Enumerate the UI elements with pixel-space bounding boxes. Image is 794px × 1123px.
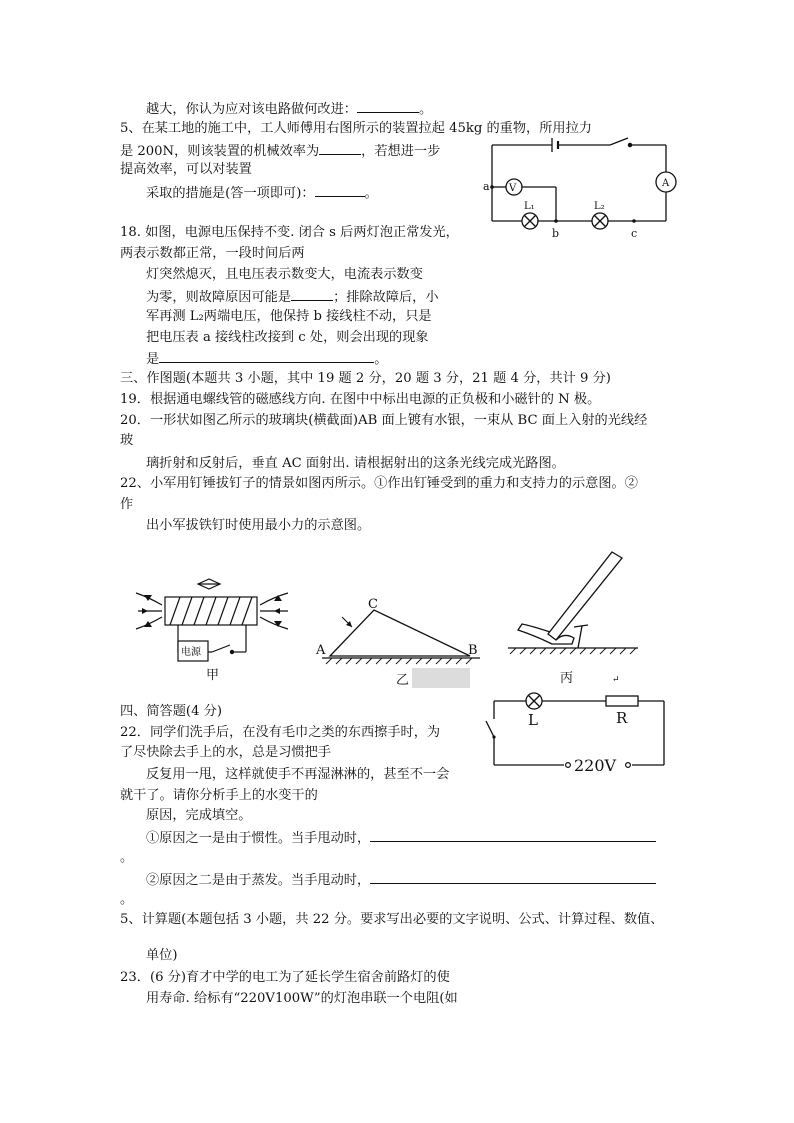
text-line: 反复用一甩，这样就使手不再湿淋淋的，甚至不一会 — [146, 767, 450, 782]
text-line: 单位) — [146, 948, 178, 963]
circuit-lamp-resistor — [480, 683, 670, 783]
vertex-c-label: C — [368, 597, 378, 612]
text-line: 22．同学们洗手后，在没有毛巾之类的东西擦手时，为 — [120, 725, 441, 740]
figure-glass-prism — [312, 592, 492, 692]
text-line: 灯突然熄灭，且电压表示数变大，电流表示数变 — [146, 267, 423, 282]
vertex-b-label: B — [468, 643, 478, 658]
text-line: 越大，你认为应对该电路做何改进： 。 — [146, 102, 433, 117]
resistor-r-label: R — [616, 709, 628, 727]
text-line: 璃折射和反射后，垂直 AC 面射出. 请根据射出的这条光线完成光路图。 — [146, 456, 565, 471]
text-line: 作 — [120, 497, 134, 512]
text-line: 把电压表 a 接线柱改接到 c 处，则会出现的现象 — [146, 330, 429, 345]
text-line: 了尽快除去手上的水，总是习惯把手 — [120, 745, 331, 760]
text-line: ①原因之一是由于惯性。当手甩动时， — [146, 829, 656, 847]
text-line: 提高效率，可以对装置 — [120, 162, 252, 177]
text-line: 。 — [120, 850, 134, 865]
text-line: 。 — [120, 892, 134, 907]
text-line: 是 。 — [146, 352, 388, 367]
terminal-c-label: c — [631, 227, 638, 240]
text-line: 20．一形状如图乙所示的玻璃块(横截面)AB 面上镀有水银，一束从 BC 面上入射的光线经 — [120, 413, 648, 428]
lamp-l-label: L — [528, 711, 538, 729]
circuit-diagram-voltmeter-ammeter — [480, 135, 680, 245]
text-line: ②原因之二是由于蒸发。当手甩动时， — [146, 871, 656, 889]
text-line: 就干了。请你分析手上的水变干的 — [120, 788, 318, 803]
text-line: 23．(6 分)育才中学的电工为了延长学生宿舍前路灯的使 — [120, 970, 450, 985]
text-line: 是 200N，则该装置的机械效率为 ，若想进一步 — [120, 144, 441, 159]
return-mark: ↵ — [612, 675, 620, 685]
ammeter-symbol: A — [662, 178, 670, 189]
text-line: 22、小军用钉锤拔钉子的情景如图丙所示。①作出钉锤受到的重力和支持力的示意图。② — [120, 476, 638, 491]
power-source-label: 电源 — [181, 647, 201, 658]
blank — [315, 184, 365, 197]
text-line: 采取的措施是(答一项即可)： 。 — [146, 186, 378, 201]
terminal-b-label: b — [552, 227, 560, 240]
text-line: 军再测 L₂两端电压，他保持 b 接线柱不动，只是 — [146, 309, 432, 324]
text-line: 用寿命. 给标有“220V100W”的灯泡串联一个电阻(如 — [146, 991, 458, 1006]
blank — [319, 142, 361, 155]
section-heading: 5、计算题(本题包括 3 小题，共 22 分。要求写出必要的文字说明、公式、计算过程、数值、 — [120, 912, 664, 927]
text-line: 玻 — [120, 433, 134, 448]
text-line: 原因，完成填空。 — [146, 808, 252, 823]
figure-solenoid — [130, 575, 300, 685]
blank — [357, 100, 419, 113]
section-heading: 三、作图题(本题共 3 小题，其中 19 题 2 分，20 题 3 分，21 题 4 分，共计 9 分) — [120, 371, 611, 386]
text-line: 两表示数都正常，一段时间后两 — [120, 246, 305, 261]
terminal-a-label: a — [483, 180, 490, 193]
text-line: 为零，则故障原因可能是 ；排除故障后，小 — [146, 290, 439, 305]
voltage-label: 220V — [574, 756, 617, 775]
text-line: 19．根据通电螺线管的磁感线方向. 在图中中标出电源的正负极和小磁针的 N 极。 — [120, 392, 601, 407]
blank — [159, 350, 374, 363]
section-heading: 四、简答题(4 分) — [120, 704, 222, 719]
lamp-l1-label: L₁ — [524, 201, 535, 212]
lamp-l2-label: L₂ — [594, 201, 605, 212]
vertex-a-label: A — [316, 643, 326, 658]
figure-bing-label: 丙 — [560, 671, 574, 686]
blank — [370, 871, 656, 884]
figure-yi-label: 乙 — [396, 673, 410, 688]
voltmeter-symbol: V — [509, 183, 517, 194]
text-line: 18. 如图，电源电压保持不变. 闭合 s 后两灯泡正常发光， — [120, 225, 459, 240]
blurred-area — [412, 668, 470, 688]
blank — [291, 288, 333, 301]
figure-jia-label: 甲 — [206, 668, 220, 683]
blank — [370, 829, 656, 842]
text-line: 出小军拔铁钉时使用最小力的示意图。 — [146, 518, 371, 533]
text-line: 5、在某工地的施工中，工人师傅用右图所示的装置拉起 45kg 的重物，所用拉力 — [120, 121, 592, 136]
figure-hammer-nail — [502, 548, 642, 693]
